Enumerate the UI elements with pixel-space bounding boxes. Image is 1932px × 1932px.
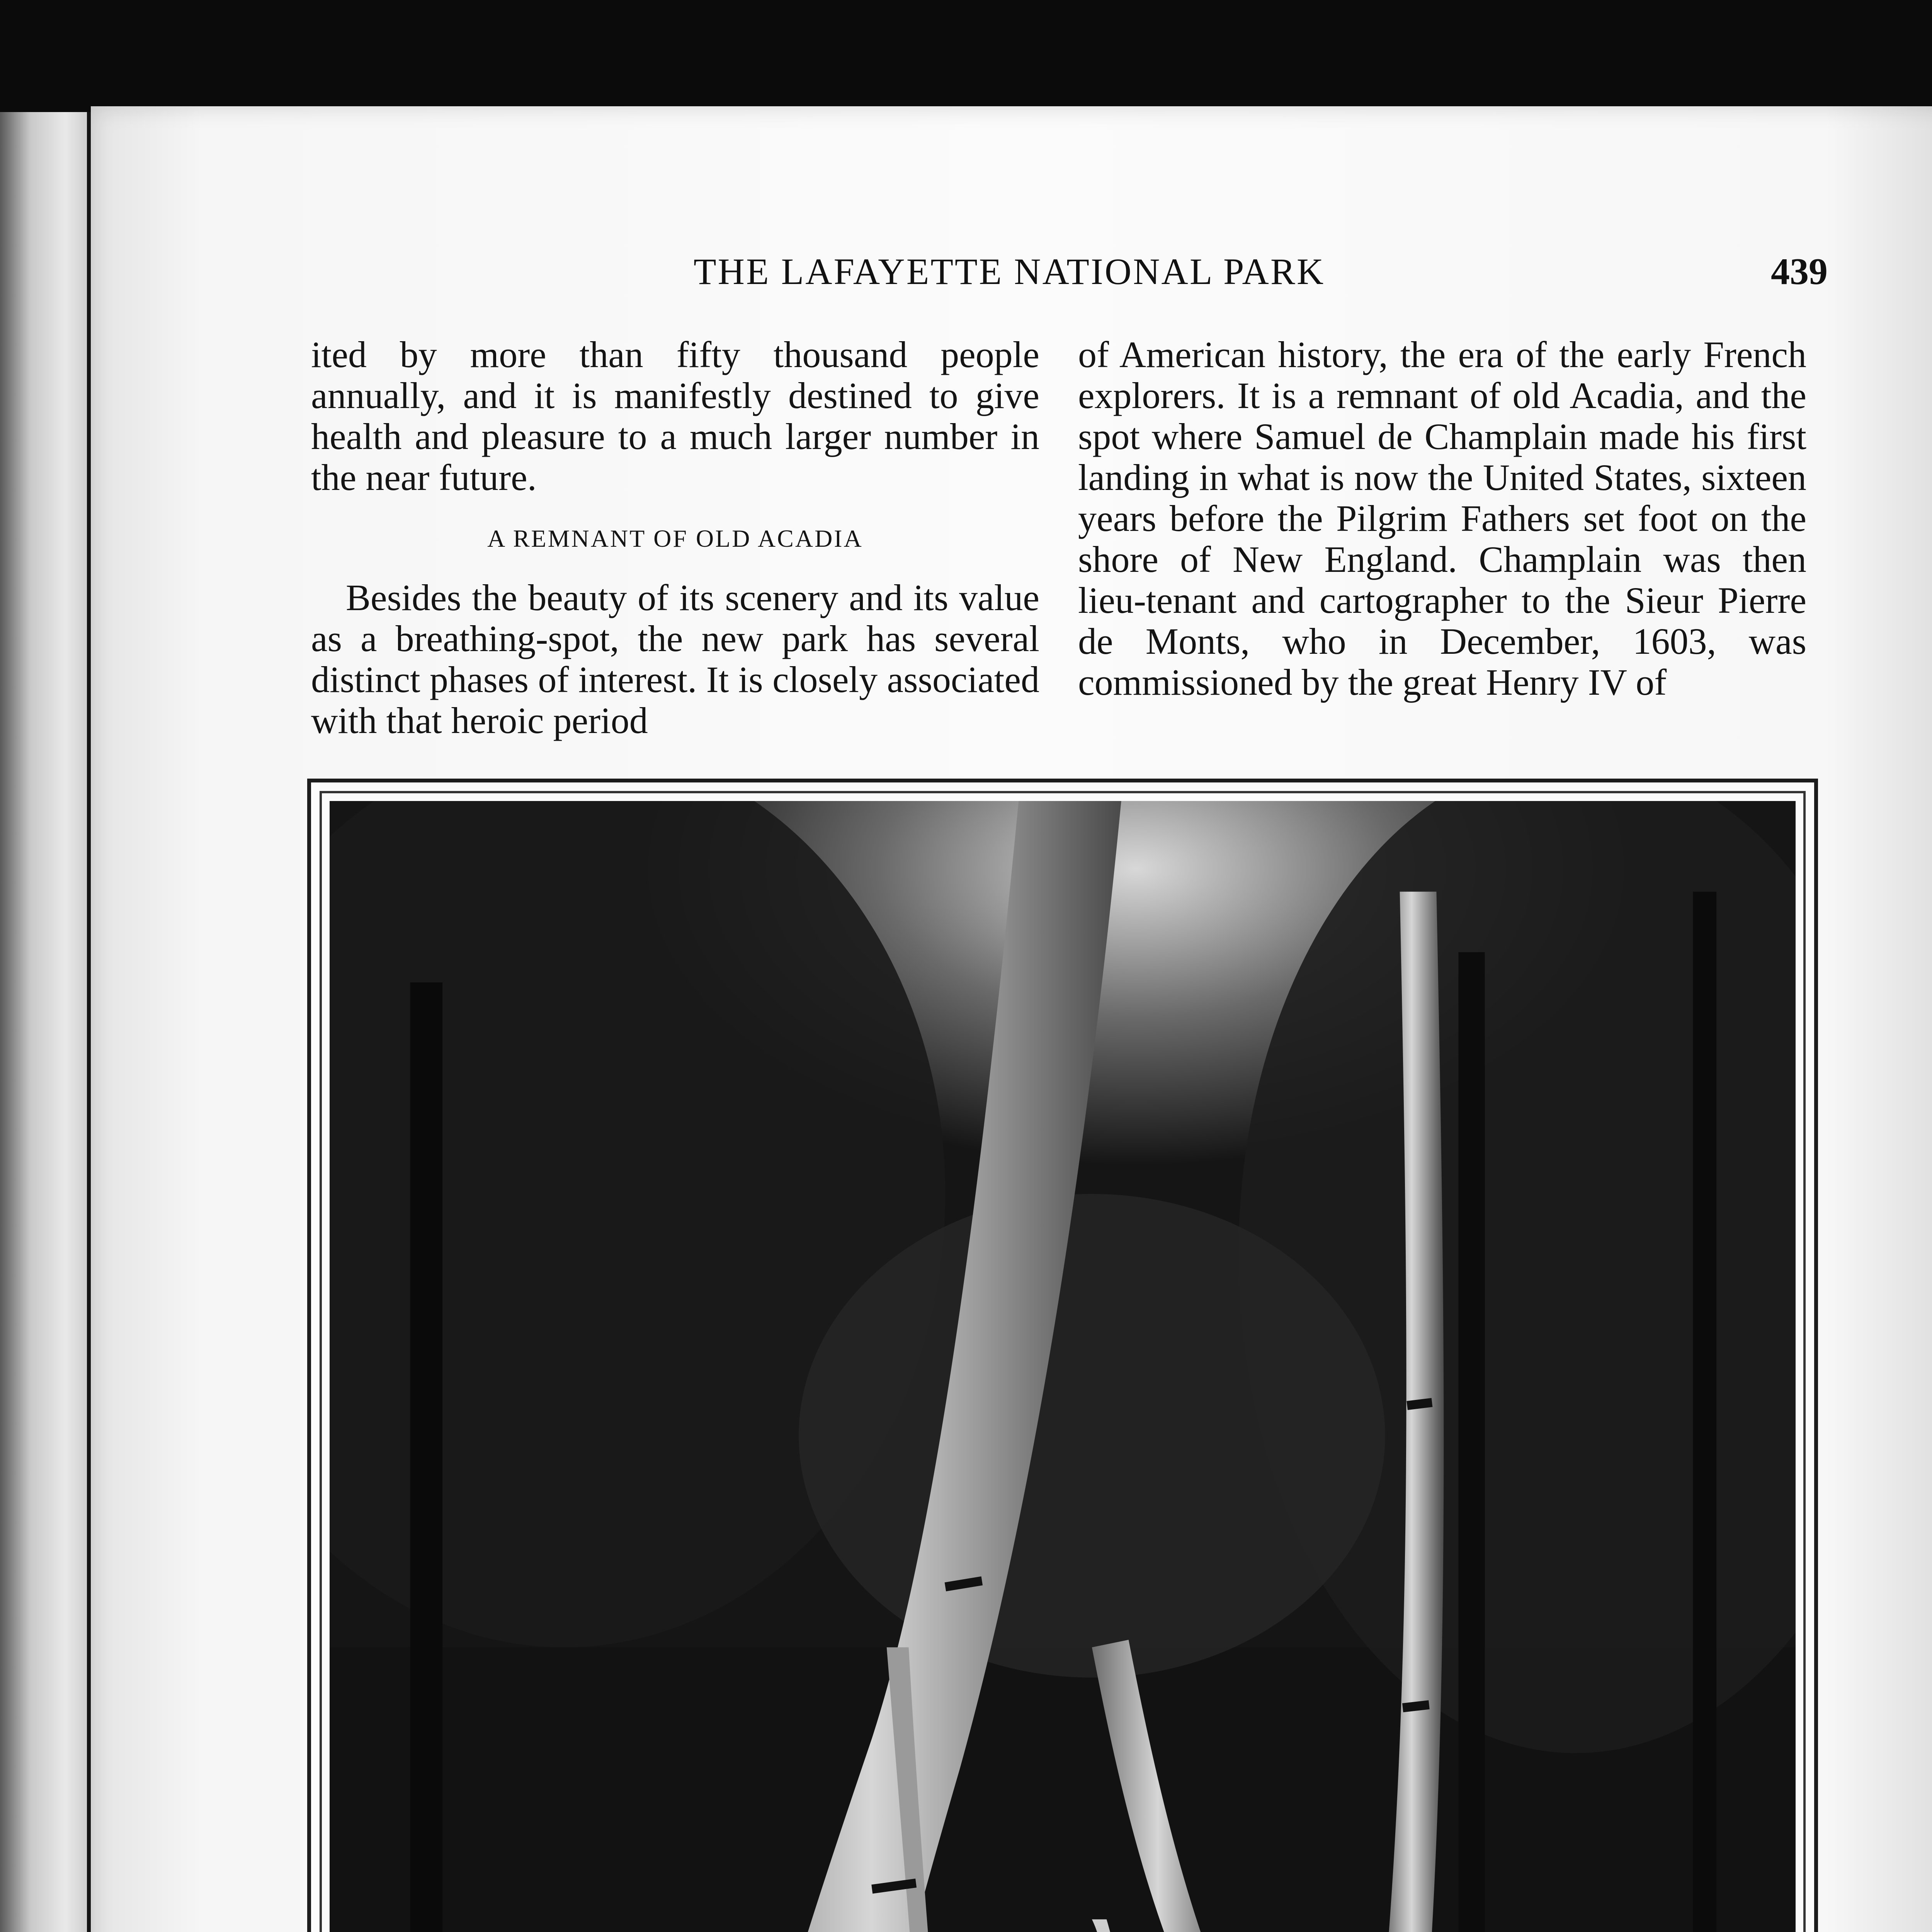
- photo-inner-border: [320, 791, 1806, 1932]
- section-heading: A REMNANT OF OLD ACADIA: [487, 525, 863, 552]
- paragraph: ited by more than fifty thousand people annually, and it is manifestly destined to give health and pleasure to a much larger number in the near future.: [311, 334, 1039, 498]
- running-title: THE LAFAYETTE NATIONAL PARK: [694, 251, 1325, 292]
- magazine-page: [91, 106, 1932, 1932]
- running-head: [91, 250, 1932, 312]
- forest-path-photo: [330, 801, 1796, 1932]
- page-number: 439: [1771, 251, 1828, 293]
- paragraph: of American history, the era of the early French explorers. It is a remnant of old Acadia, and the spot where Samuel de Champlain made his first landing in what is now the United States, sixteen years before the Pilgrim Fathers set foot on the shore of New England. Champlain was then lieu-tenant and cartographer to the Sieur Pierre de Monts, who in December, 1603, was commissioned by the great Henry IV of: [1078, 334, 1806, 703]
- paragraph: Besides the beauty of its scenery and its value as a breathing-spot, the new park has several distinct phases of interest. It is closely associated with that heroic period: [311, 577, 1039, 741]
- previous-page-edge: [0, 112, 92, 1932]
- text-column-left: [311, 334, 1039, 741]
- text-column-right: [1078, 334, 1806, 703]
- photo-frame: [307, 779, 1818, 1932]
- birch-forest-illustration: [330, 801, 1796, 1932]
